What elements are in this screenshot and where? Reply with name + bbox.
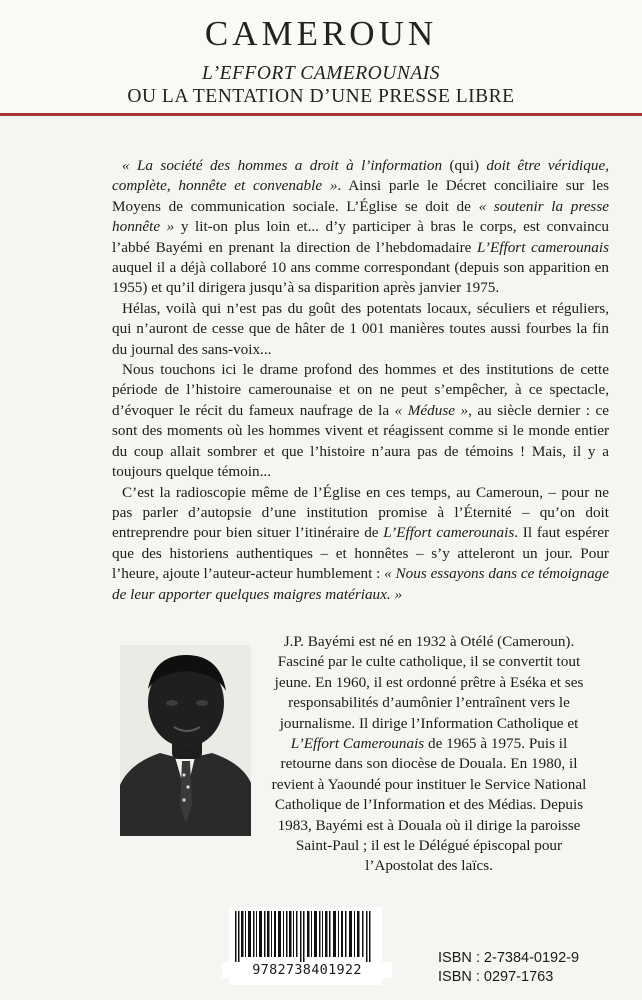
author-biography: J.P. Bayémi est né en 1932 à Otélé (Cameroun). Fasciné par le culte catholique, il se convertit tout jeune. En 1960, il est ordonné prêtre à Eséka et ses responsabilités d’aumônier l’entraînent vers le journalisme. Il dirige l’Information Catholique et L’Effort Camerounais de 1965 à 1975. Puis il retourne dans son diocèse de Douala. En 1980, il revient à Yaoundé pour instituer le Service National Catholique de l’Information et des Médias. Depuis 1983, Bayémi est à Douala où il dirige la paroisse Saint-Paul ; il est le Délégué épiscopal pour l’Apostolat des laïcs. bbox=[271, 633, 587, 875]
isbn-line-2: ISBN : 0297-1763 bbox=[438, 969, 554, 985]
book-subtitle-line2: OU LA TENTATION D’UNE PRESSE LIBRE bbox=[127, 86, 515, 107]
barcode-bars bbox=[229, 907, 382, 963]
blurb-paragraph-1: « La société des hommes a droit à l’information (qui) doit être véridique, complète, honnête et convenable ». Ainsi parle le Décret conciliaire sur les Moyens de communication sociale. L’Église se doit de « soutenir la presse honnête » y lit-on plus loin et... d’y participer à bras le corps, est convaincu l’abbé Bayémi en prenant la direction de l’hebdomadaire L’Effort camerounais auquel il a déjà collaboré 10 ans comme correspondant (depuis son apparition en 1955) et qu’il dirigera jusqu’à sa disparition après janvier 1975. bbox=[112, 157, 610, 297]
cover-header bbox=[0, 0, 642, 113]
blurb-paragraph-4: C’est la radioscopie même de l’Église en ces temps, au Cameroun, – pour ne pas parler d’autopsie d’une institution promise à l’Éternité – qu’on doit entreprendre pour bien situer l’itinéraire de L’Effort camerounais. Il faut espérer que des historiens authentiques – et honnêtes – s’y atteleront un jour. Pour l’heure, ajoute l’auteur-acteur humblement : « Nous essayons dans ce témoignage de leur apporter quelques maigres matériaux. » bbox=[112, 483, 609, 603]
book-title: CAMEROUN bbox=[204, 14, 438, 53]
blurb-paragraph-2: Hélas, voilà qui n’est pas du goût des potentats locaux, séculiers et réguliers, qui n’auront de cesse que de hâter de 1 001 manières toutes aussi fourbes la fin du journal des sans-voix... bbox=[112, 299, 609, 358]
back-cover-blurb bbox=[112, 156, 609, 605]
isbn-line-1: ISBN : 2-7384-0192-9 bbox=[438, 950, 580, 966]
book-subtitle-line1: L’EFFORT CAMEROUNAIS bbox=[201, 63, 441, 84]
header-divider-rule bbox=[0, 113, 642, 116]
barcode-number: 9782738401922 bbox=[222, 962, 392, 978]
author-portrait bbox=[120, 645, 251, 836]
blurb-paragraph-3: Nous touchons ici le drame profond des hommes et des institutions de cette période de l’histoire camerounaise et on ne peut s’empêcher, à ce spectacle, d’évoquer le récit du fameux naufrage de la « Méduse », au siècle dernier : ce sont des moments où les hommes vivent et réagissent comme si le monde entier du coup allait sombrer et que l’histoire n’aura pas de témoins ! Mais, il y a toujours quelque témoin... bbox=[112, 361, 609, 481]
